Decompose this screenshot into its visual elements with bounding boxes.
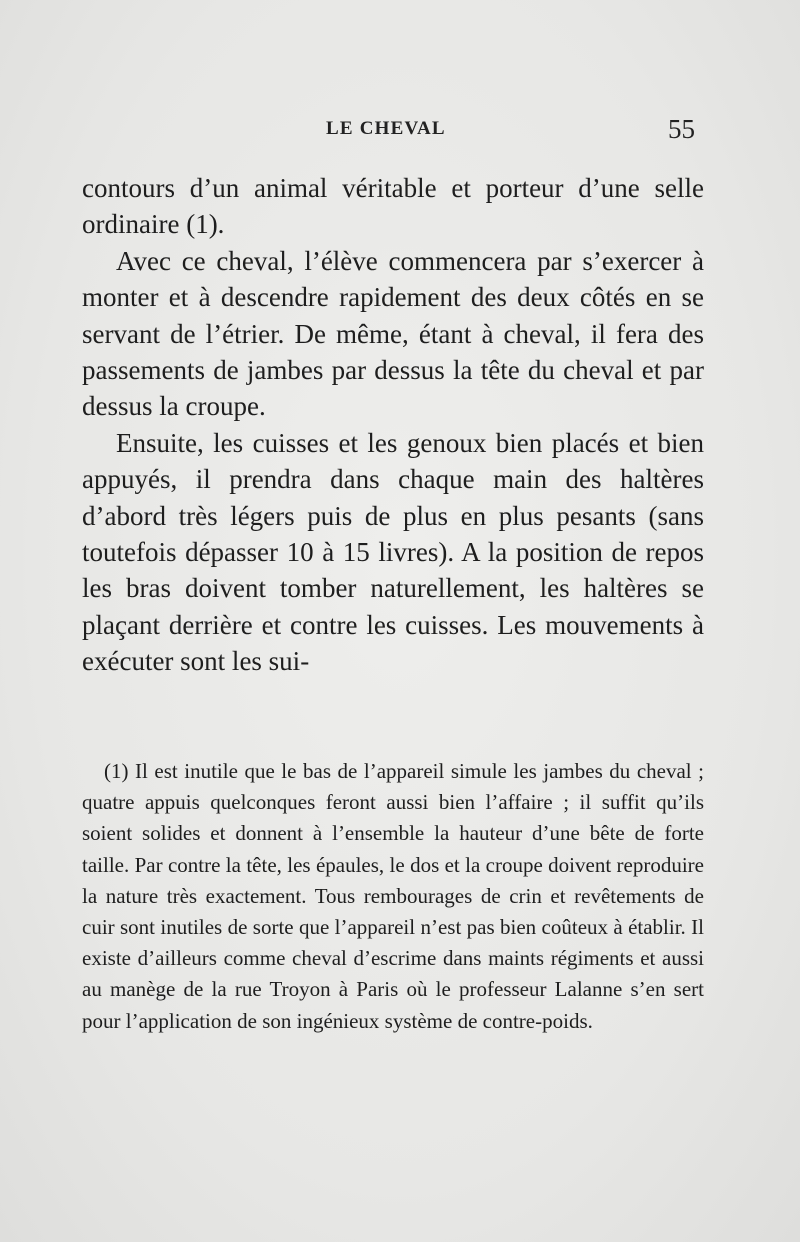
page-number: 55 bbox=[668, 114, 695, 144]
running-title: LE CHEVAL bbox=[326, 118, 446, 139]
footnote: (1) Il est inutile que le bas de l’appareil simule les jambes du cheval ; quatre appuis quelconques feront aussi bien l’affaire ; il suffit qu’ils soient solides et donnent à l’ensemble la hauteur d’une bête de forte taille. Par contre la tête, les épaules, le dos et la croupe doivent reproduire la nature très exactement. Tous rembourages de crin et revêtements de cuir sont inutiles de sorte que l’appareil n’est pas bien coûteux à établir. Il existe d’ailleurs comme cheval d’escrime dans maints régiments et aussi au manège de la rue Troyon à Paris où le professeur Lalanne s’en sert pour l’application de son ingénieux système de contre-poids. bbox=[82, 759, 704, 1033]
body-text bbox=[82, 170, 704, 680]
paragraph-continued: contours d’un animal véritable et porteur d’une selle ordinaire (1). bbox=[82, 173, 704, 240]
paragraph: Avec ce cheval, l’élève commencera par s’exercer à monter et à descendre rapidement des deux côtés en se servant de l’étrier. De même, étant à cheval, il fera des passements de jambes par dessus la tête du cheval et par dessus la croupe. bbox=[82, 245, 704, 422]
running-head bbox=[0, 112, 800, 148]
paragraph: Ensuite, les cuisses et les genoux bien placés et bien appuyés, il prendra dans chaque main des haltères d’abord très légers puis de plus en plus pesants (sans toutefois dépasser 10 à 15 livres). A la position de repos les bras doivent tomber naturellement, les haltères se plaçant derrière et contre les cuisses. Les mouvements à exécuter sont les sui- bbox=[82, 427, 704, 677]
